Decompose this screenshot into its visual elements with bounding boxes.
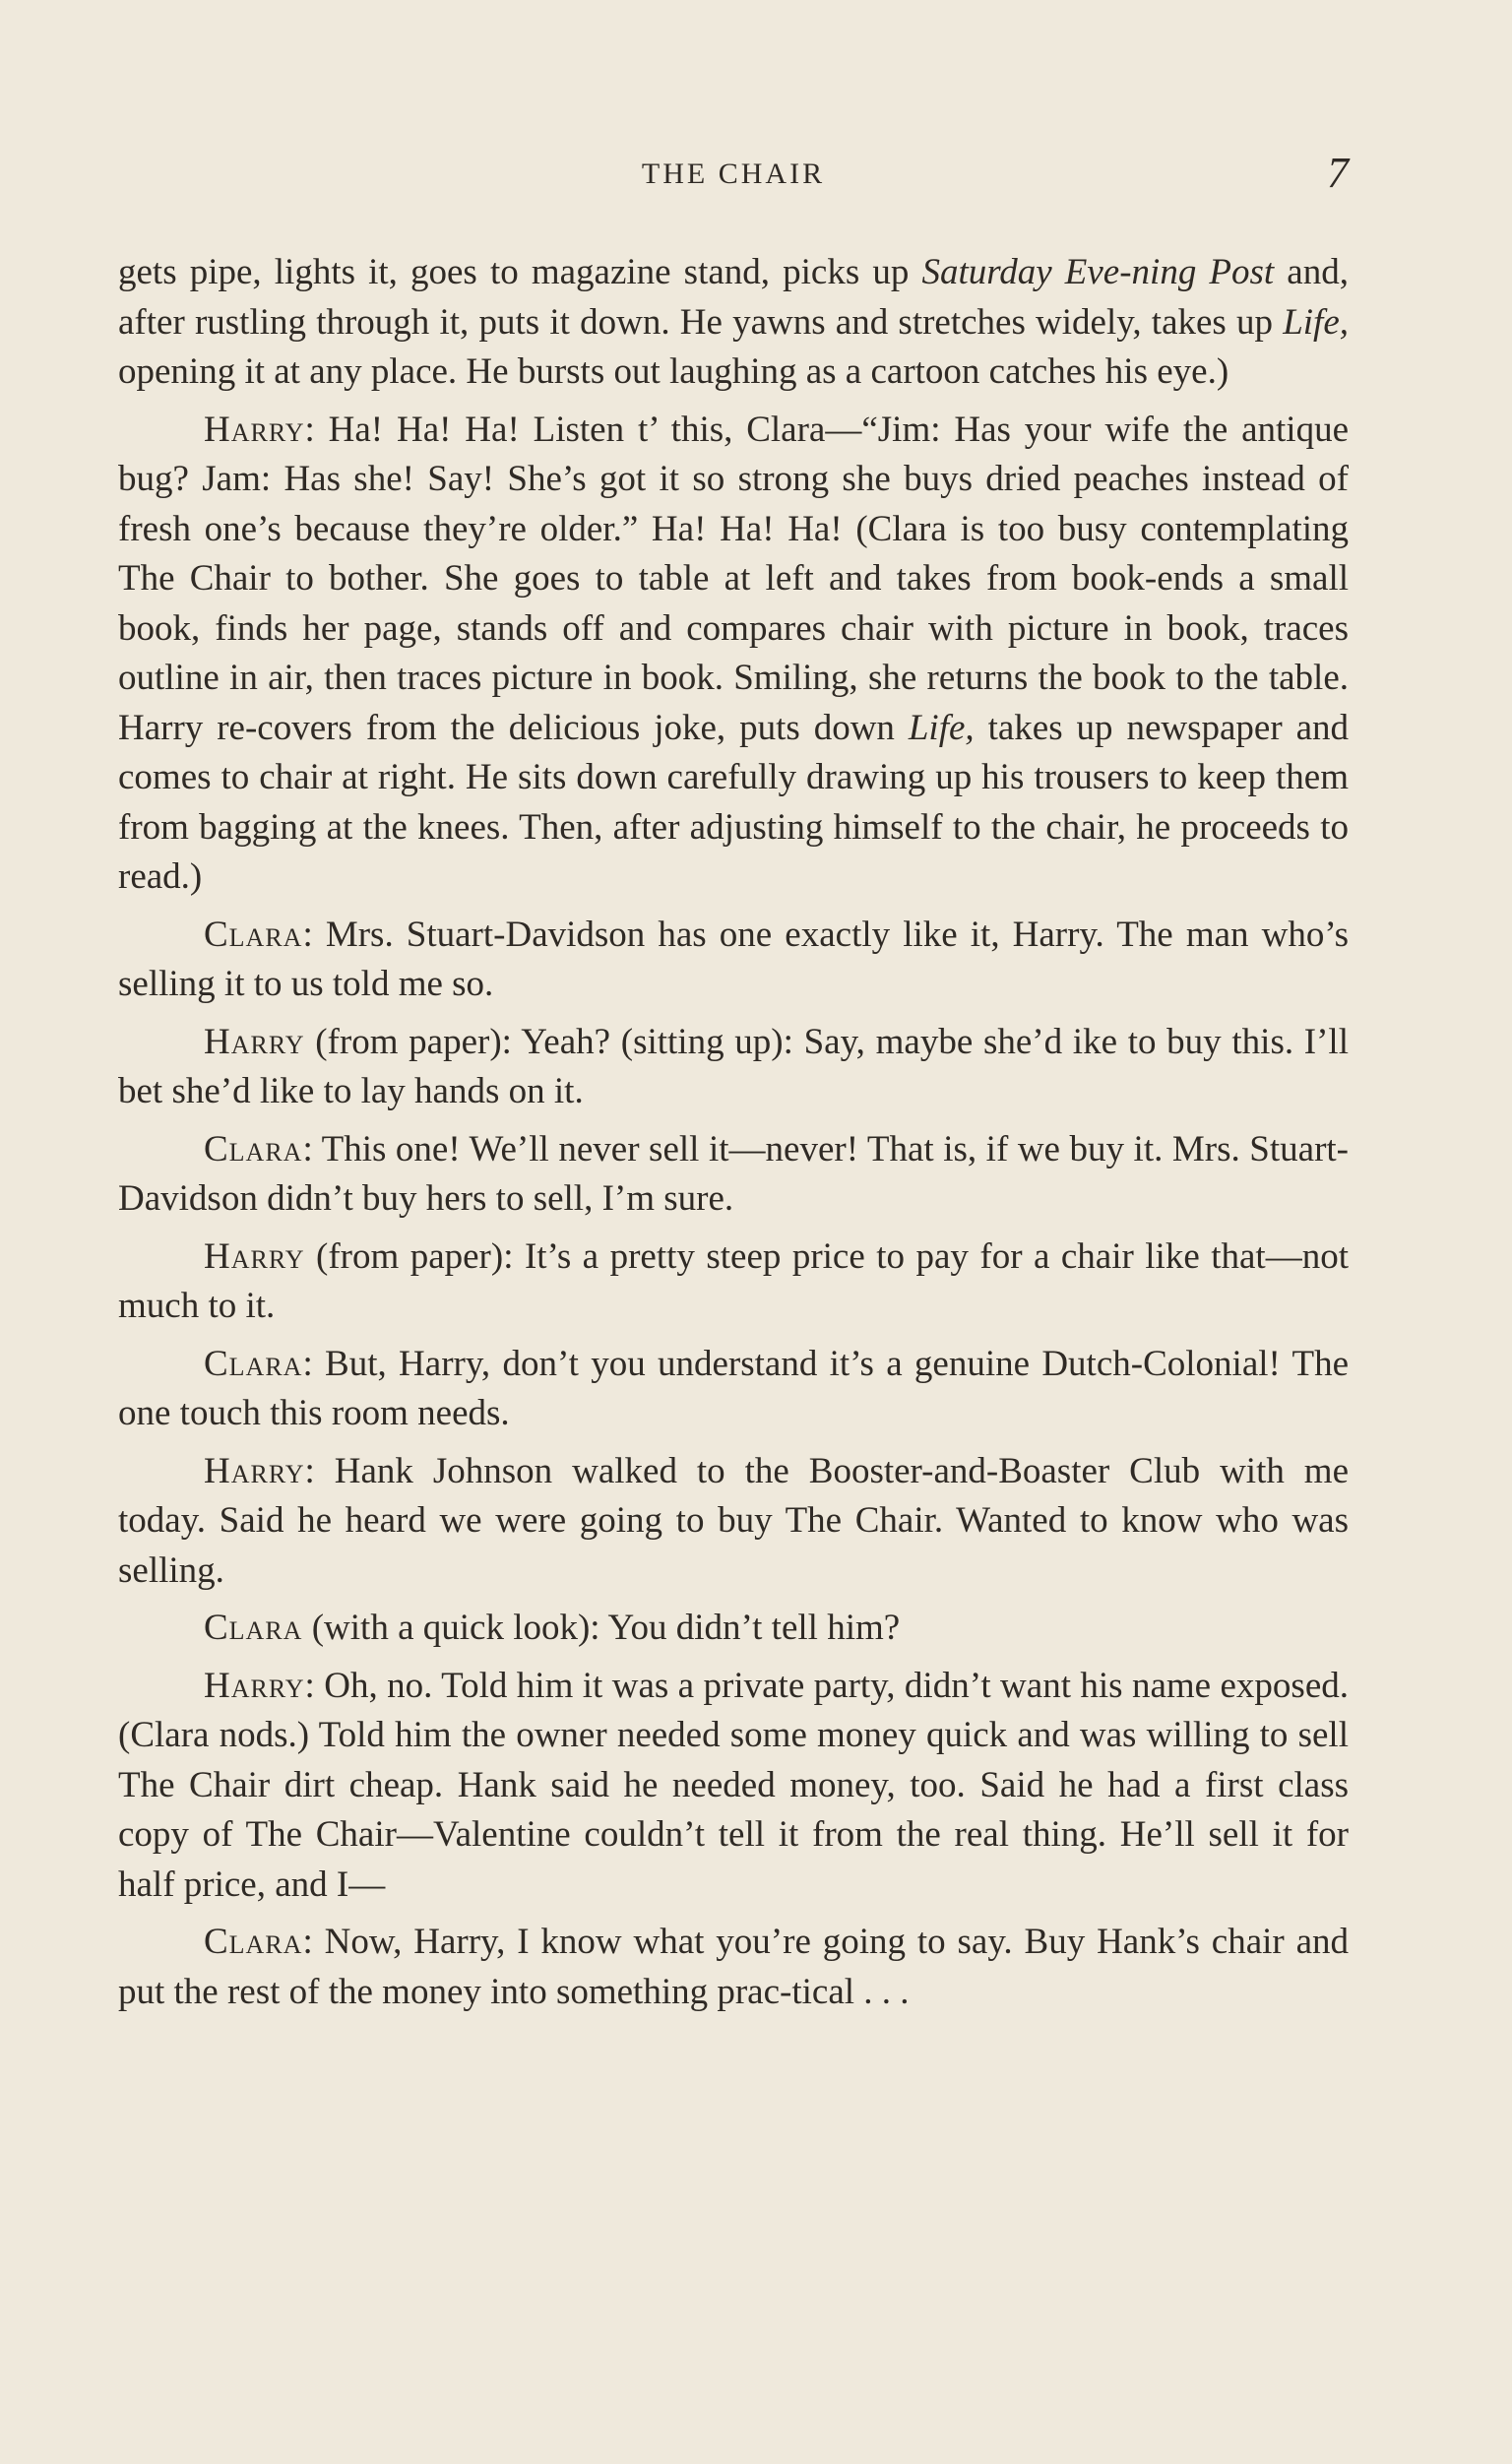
speaker-name: Clara bbox=[204, 1343, 303, 1384]
paragraph bbox=[118, 911, 1349, 1010]
paragraph bbox=[118, 406, 1349, 903]
paragraph bbox=[118, 248, 1349, 398]
text-run: takes up newspaper and comes to chair at right. He sits down carefully drawing up his trousers to keep them from bagging at the knees. Then, after adjusting himself to the chair, he proceeds to read.) bbox=[118, 707, 1349, 897]
speaker-name: Clara bbox=[204, 1922, 303, 1962]
speaker-name: Harry bbox=[204, 1021, 305, 1062]
text-run: : This one! We’ll never sell it—never! That is, if we buy it. Mrs. Stuart-Davidson didn’t buy hers to sell, I’m sure. bbox=[118, 1128, 1349, 1219]
paragraph bbox=[118, 1662, 1349, 1911]
paragraph bbox=[118, 1125, 1349, 1225]
paragraph bbox=[118, 1918, 1349, 2017]
speaker-name: Clara bbox=[204, 1128, 303, 1169]
speaker-name: Harry bbox=[204, 409, 305, 450]
paragraph bbox=[118, 1018, 1349, 1117]
text-run: : But, Harry, don’t you understand it’s a genuine Dutch-Colonial! The one touch this room needs. bbox=[118, 1343, 1349, 1433]
text-run: (from paper): Yeah? (sitting up): Say, maybe she’d ike to buy this. I’ll bet she’d like to lay hands on it. bbox=[118, 1021, 1349, 1111]
running-head bbox=[118, 148, 1349, 207]
text-run: : Mrs. Stuart-Davidson has one exactly like it, Harry. The man who’s selling it to us told me so. bbox=[118, 914, 1349, 1004]
text-run: (with a quick look): You didn’t tell him? bbox=[302, 1608, 901, 1648]
text-run: gets pipe, lights it, goes to magazine stand, picks up bbox=[118, 252, 922, 292]
body-text bbox=[118, 248, 1349, 2025]
text-run: opening it at any place. He bursts out laughing as a cartoon catches his eye.) bbox=[118, 351, 1229, 392]
speaker-name: Harry bbox=[204, 1450, 305, 1491]
text-run: (from paper): It’s a pretty steep price to pay for a chair like that—not much to it. bbox=[118, 1235, 1349, 1326]
paragraph bbox=[118, 1340, 1349, 1439]
italic-text: Saturday Eve-ning Post bbox=[921, 252, 1275, 292]
italic-text: Life, bbox=[908, 707, 975, 748]
text-run: : Oh, no. Told him it was a private party, didn’t want his name exposed. (Clara nods.) Told him the owner needed some money quick and was willing to sell The Chair dirt cheap. Hank said he needed money, too. Said he had a first class copy of The Chair—Valentine couldn’t tell it from the real thing. He’ll sell it for half price, and I— bbox=[118, 1665, 1349, 1905]
text-run: : Hank Johnson walked to the Booster-and-Boaster Club with me today. Said he heard we were going to buy The Chair. Wanted to know who was selling. bbox=[118, 1450, 1349, 1591]
italic-text: Life, bbox=[1283, 301, 1349, 343]
paragraph bbox=[118, 1604, 1349, 1654]
speaker-name: Harry bbox=[204, 1665, 305, 1706]
paragraph bbox=[118, 1447, 1349, 1597]
page-number: 7 bbox=[1327, 149, 1349, 197]
paragraph bbox=[118, 1232, 1349, 1332]
text-run: : Ha! Ha! Ha! Listen t’ this, Clara—“Jim: Has your wife the antique bug? Jam: Has she! Say! She’s got it so strong she buys dried peaches instead of fresh one’s because they’re older.” Ha! Ha! Ha! (Clara is too busy contemplating The Chair to bother. She goes to table at left and takes from book-ends a small book, finds her page, stands off and compares chair with picture in book, traces outline in air, then traces picture in book. Smiling, she returns the book to the table. Harry re-covers from the delicious joke, puts down bbox=[118, 409, 1349, 748]
speaker-name: Clara bbox=[204, 914, 303, 955]
running-title: THE CHAIR bbox=[641, 158, 826, 190]
speaker-name: Harry bbox=[204, 1235, 305, 1277]
speaker-name: Clara bbox=[204, 1608, 303, 1648]
text-run: and, after rustling through it, puts it down. He yawns and stretches widely, takes up bbox=[118, 252, 1349, 343]
text-run: : Now, Harry, I know what you’re going to say. Buy Hank’s chair and put the rest of the money into something prac-tical . . . bbox=[118, 1922, 1349, 2012]
